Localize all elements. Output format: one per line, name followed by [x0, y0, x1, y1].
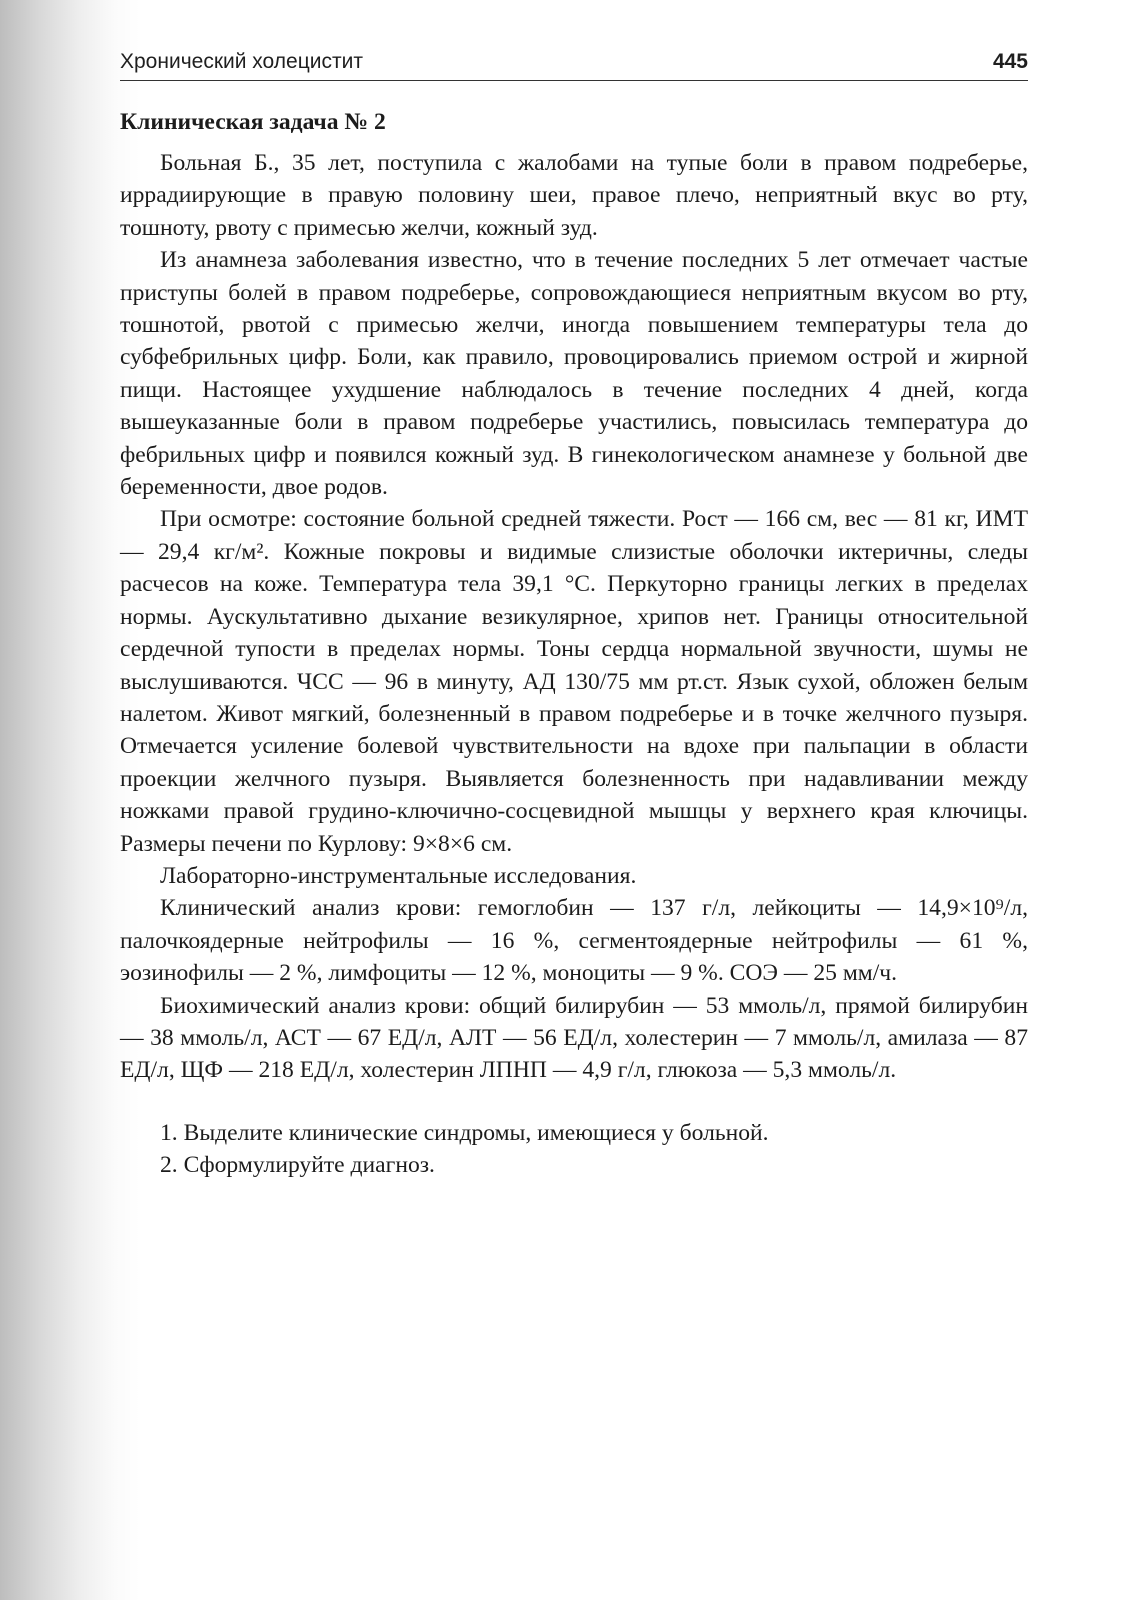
blood-test-paragraph: Клинический анализ крови: гемоглобин — 137 г/л, лейкоциты — 14,9×10⁹/л, палочкоядерные нейтрофилы — 16 %, сегментоядерные нейтрофилы — 61 %, эозинофилы — 2 %, лимфоциты — 12 %, моноциты — 9 %. СОЭ — 25 мм/ч.: [120, 895, 1028, 987]
page-number: 445: [992, 50, 1028, 73]
anamnesis-paragraph: Из анамнеза заболевания известно, что в течение последних 5 лет отмечает частые приступы болей в правом подреберье, сопровождающиеся неприятным вкусом во рту, тошнотой, рвотой с примесью желчи, иногда повышением температуры тела до субфебрильных цифр. Боли, как правило, провоцировались приемом острой и жирной пищи. Настоящее ухудшение наблюдалось в течение последних 4 дней, когда вышеуказанные боли в правом подреберье участились, повысилась температура до фебрильных цифр и появился кожный зуд. В гинекологическом анамнезе у больной две беременности, двое родов.: [120, 247, 1028, 501]
page-header: [120, 50, 1028, 81]
examination-paragraph: При осмотре: состояние больной средней тяжести. Рост — 166 см, вес — 81 кг, ИМТ — 29,4 кг/м². Кожные покровы и видимые слизистые оболочки иктеричны, следы расчесов на коже. Температура тела 39,1 °С. Перкуторно границы легких в пределах нормы. Аускультативно дыхание везикулярное, хрипов нет. Границы относительной сердечной тупости в пределах нормы. Тоны сердца нормальной звучности, шумы не выслушиваются. ЧСС — 96 в минуту, АД 130/75 мм рт.ст. Язык сухой, обложен белым налетом. Живот мягкий, болезненный в правом подреберье и в точке желчного пузыря. Отмечается усиление болевой чувствительности на вдохе при пальпации в области проекции желчного пузыря. Выявляется болезненность при надавливании между ножками правой грудино-ключично-сосцевидной мышцы у верхнего края ключицы. Размеры печени по Курлову: 9×8×6 см.: [120, 506, 1028, 857]
lab-heading-paragraph: Лабораторно-инструментальные исследования.: [160, 862, 637, 889]
running-title: Хронический холецистит: [120, 50, 363, 73]
question-item: 2. Сформулируйте диагноз.: [160, 1152, 435, 1179]
spacer: [120, 1087, 1028, 1117]
complaints-paragraph: Больная Б., 35 лет, поступила с жалобами на тупые боли в правом подреберье, иррадиирующие в правую половину шеи, правое плечо, неприятный вкус во рту, тошноту, рвоту с примесью желчи, кожный зуд.: [120, 150, 1028, 241]
task-title: Клиническая задача № 2: [120, 109, 386, 135]
questions-list: [120, 1117, 1028, 1182]
biochemistry-paragraph: Биохимический анализ крови: общий билирубин — 53 ммоль/л, прямой билирубин — 38 ммоль/л, АСТ — 67 ЕД/л, АЛТ — 56 ЕД/л, холестерин — 7 ммоль/л, амилаза — 87 ЕД/л, ЩФ — 218 ЕД/л, холестерин ЛПНП — 4,9 г/л, глюкоза — 5,3 ммоль/л.: [120, 992, 1028, 1084]
question-item: 1. Выделите клинические синдромы, имеющиеся у больной.: [160, 1119, 769, 1146]
page-content: [120, 106, 1028, 1182]
